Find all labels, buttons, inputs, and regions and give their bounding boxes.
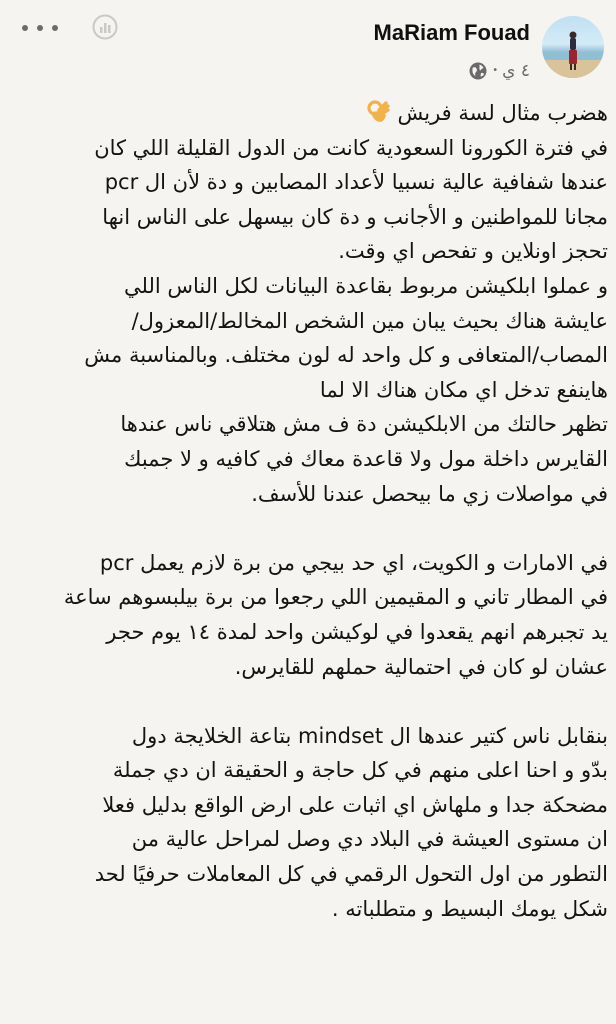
ok-hand-emoji	[365, 99, 391, 125]
text-line: مجانا للمواطنين و الأجانب و دة كان بيسهل على الناس انها	[102, 204, 608, 229]
text-line: عشان لو كان في احتمالية حملهم للقايرس.	[234, 654, 608, 679]
text-line: تظهر حالتك من الابلكيشن دة ف مش هتلاقي ناس عندها	[120, 412, 608, 437]
avatar-photo	[542, 16, 604, 78]
post-time[interactable]: ٤ ي	[502, 61, 530, 81]
post-paragraph-1	[8, 96, 608, 511]
more-dot	[22, 25, 28, 31]
text-line-content: هضرب مثال لسة فريش	[397, 101, 608, 125]
text-line: ان مستوى العيشة في البلاد دي وصل لمراحل عالية من	[131, 827, 608, 852]
post-paragraph-3	[8, 719, 608, 927]
meta-separator: •	[492, 65, 499, 76]
text-line: عندها شفافية عالية نسبيا لأعداد المصابين و دة لأن ال pcr	[104, 170, 608, 195]
text-line: و عملوا ابلكيشن مربوط بقاعدة البيانات لكل الناس اللي	[123, 273, 608, 298]
text-line: في فترة الكورونا السعودية كانت من الدول القليلة اللي كان	[94, 135, 608, 160]
text-line: في مواصلات زي ما بيحصل عندنا للأسف.	[251, 481, 608, 506]
more-options-button[interactable]	[22, 18, 58, 38]
text-line: مضحكة جدا و ملهاش اي اثبات على ارض الواقع بدليل فعلا	[102, 792, 608, 817]
text-line: بنقابل ناس كتير عندها ال mindset بتاعة الخلايجة دول	[131, 723, 608, 748]
post-meta	[468, 60, 530, 82]
text-line: بدّو و احنا اعلى منهم في كل حاجة و الحقيقة ان دي جملة	[112, 758, 608, 783]
text-line: التطور من اول التحول الرقمي في كل المعاملات حرفيًا لحد	[94, 862, 608, 887]
text-line	[8, 96, 608, 131]
text-line: القايرس داخلة مول ولا قاعدة معاك في كافيه و لا جمبك	[124, 446, 608, 471]
globe-icon[interactable]	[468, 61, 488, 81]
text-line: شكل يومك البسيط و متطلباته .	[331, 896, 608, 921]
text-line: هاينفع تدخل اي مكان هناك الا لما	[319, 377, 608, 402]
post-paragraph-2	[8, 546, 608, 684]
text-line: في الامارات و الكويت، اي حد بيجي من برة لازم يعمل pcr	[99, 550, 608, 575]
text-line: المصاب/المتعافى و كل واحد له لون مختلف. وبالمناسبة مش	[84, 343, 608, 368]
avatar[interactable]	[542, 16, 604, 78]
author-name[interactable]: MaRiam Fouad	[373, 20, 530, 45]
text-line: يد تجبرهم انهم يقعدوا في لوكيشن واحد لمدة ١٤ يوم حجر	[106, 619, 608, 644]
text-line: عايشة هناك بحيث يبان مين الشخص المخالط/المعزول/	[131, 308, 608, 333]
more-dot	[52, 25, 58, 31]
bar-chart-icon[interactable]	[92, 14, 118, 40]
text-line: في المطار تاني و المقيمين اللي رجعوا من برة بيلبسوهم ساعة	[63, 585, 608, 610]
more-dot	[37, 25, 43, 31]
post-body	[8, 96, 608, 926]
post-header	[0, 0, 616, 92]
text-line: تحجز اونلاين و تفحص اي وقت.	[338, 239, 608, 264]
